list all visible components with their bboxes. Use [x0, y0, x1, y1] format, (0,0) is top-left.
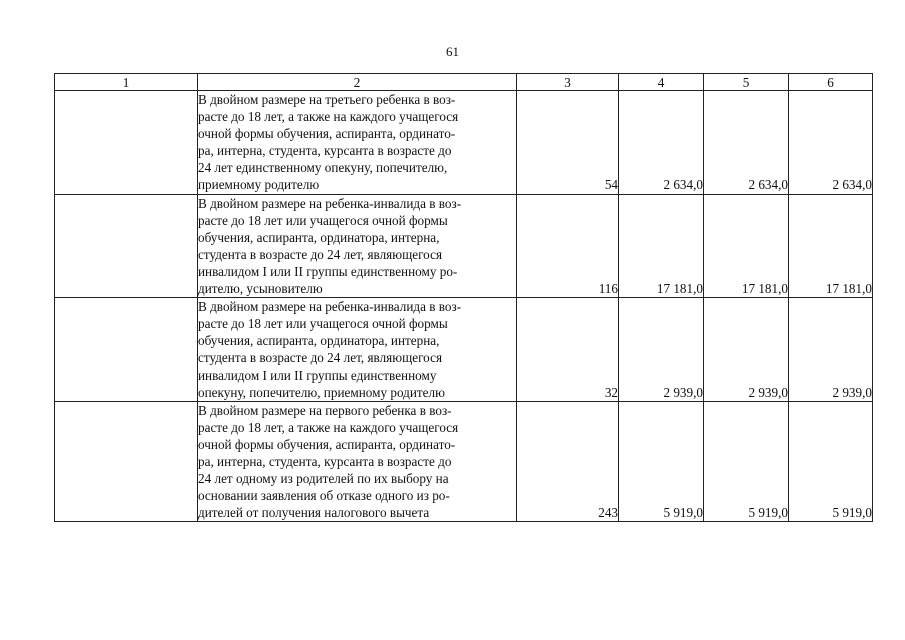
description-line: опекуну, попечителю, приемному родителю: [198, 384, 445, 400]
cell-col4: 2 634,0: [619, 91, 704, 195]
cell-col3: 243: [517, 401, 619, 522]
header-col-5: 5: [704, 74, 789, 91]
cell-col1: [55, 91, 198, 195]
table-row: [55, 401, 873, 522]
description-line: ра, интерна, студента, курсанта в возрасте до: [198, 143, 452, 159]
description-line: В двойном размере на ребенка-инвалида в воз-: [198, 195, 462, 211]
cell-col6: 5 919,0: [789, 401, 873, 522]
description-line: 24 лет одному из родителей по их выбору на: [198, 471, 449, 487]
description-line: студента в возрасте до 24 лет, являющегося: [198, 246, 443, 262]
description-line: основании заявления об отказе одного из ро-: [198, 488, 450, 504]
description-line: ра, интерна, студента, курсанта в возрасте до: [198, 453, 452, 469]
cell-col4: 2 939,0: [619, 298, 704, 402]
cell-col4: 17 181,0: [619, 194, 704, 298]
description-line: расте до 18 лет или учащегося очной формы: [198, 316, 448, 332]
cell-description: [198, 401, 517, 522]
cell-col1: [55, 194, 198, 298]
page-number: 61: [446, 44, 459, 59]
cell-description: [198, 91, 517, 195]
cell-col3: 32: [517, 298, 619, 402]
data-table: [54, 73, 873, 522]
description-line: 24 лет единственному опекуну, попечителю,: [198, 160, 448, 176]
cell-col5: 5 919,0: [704, 401, 789, 522]
header-row: [55, 74, 873, 91]
cell-col3: 116: [517, 194, 619, 298]
cell-description: [198, 298, 517, 402]
description-line: обучения, аспиранта, ординатора, интерна,: [198, 229, 440, 245]
table-row: [55, 91, 873, 195]
cell-col4: 5 919,0: [619, 401, 704, 522]
cell-col3: 54: [517, 91, 619, 195]
cell-col5: 17 181,0: [704, 194, 789, 298]
description-line: инвалидом I или II группы единственному ро-: [198, 263, 458, 279]
description-line: В двойном размере на третьего ребенка в воз-: [198, 92, 456, 107]
description-line: расте до 18 лет, а также на каждого учащегося: [198, 419, 459, 435]
description-line: дителей от получения налогового вычета: [198, 505, 430, 521]
description-line: обучения, аспиранта, ординатора, интерна,: [198, 333, 440, 349]
cell-col6: 2 634,0: [789, 91, 873, 195]
description-line: приемному родителю: [198, 177, 320, 193]
cell-col1: [55, 401, 198, 522]
description-line: расте до 18 лет, а также на каждого учащегося: [198, 109, 459, 125]
description-line: расте до 18 лет или учащегося очной формы: [198, 212, 448, 228]
header-col-3: 3: [517, 74, 619, 91]
cell-col1: [55, 298, 198, 402]
description-line: В двойном размере на ребенка-инвалида в воз-: [198, 299, 462, 315]
cell-col5: 2 634,0: [704, 91, 789, 195]
description-line: дителю, усыновителю: [198, 281, 323, 297]
table-row: [55, 298, 873, 402]
description-line: студента в возрасте до 24 лет, являющегося: [198, 350, 443, 366]
cell-col5: 2 939,0: [704, 298, 789, 402]
cell-description: [198, 194, 517, 298]
header-col-4: 4: [619, 74, 704, 91]
header-col-6: 6: [789, 74, 873, 91]
table-row: [55, 194, 873, 298]
header-col-2: 2: [198, 74, 517, 91]
description-line: очной формы обучения, аспиранта, ординато-: [198, 436, 456, 452]
cell-col6: 17 181,0: [789, 194, 873, 298]
header-col-1: 1: [55, 74, 198, 91]
cell-col6: 2 939,0: [789, 298, 873, 402]
description-line: инвалидом I или II группы единственному: [198, 367, 437, 383]
description-line: очной формы обучения, аспиранта, ординато-: [198, 126, 456, 142]
description-line: В двойном размере на первого ребенка в воз-: [198, 402, 452, 418]
